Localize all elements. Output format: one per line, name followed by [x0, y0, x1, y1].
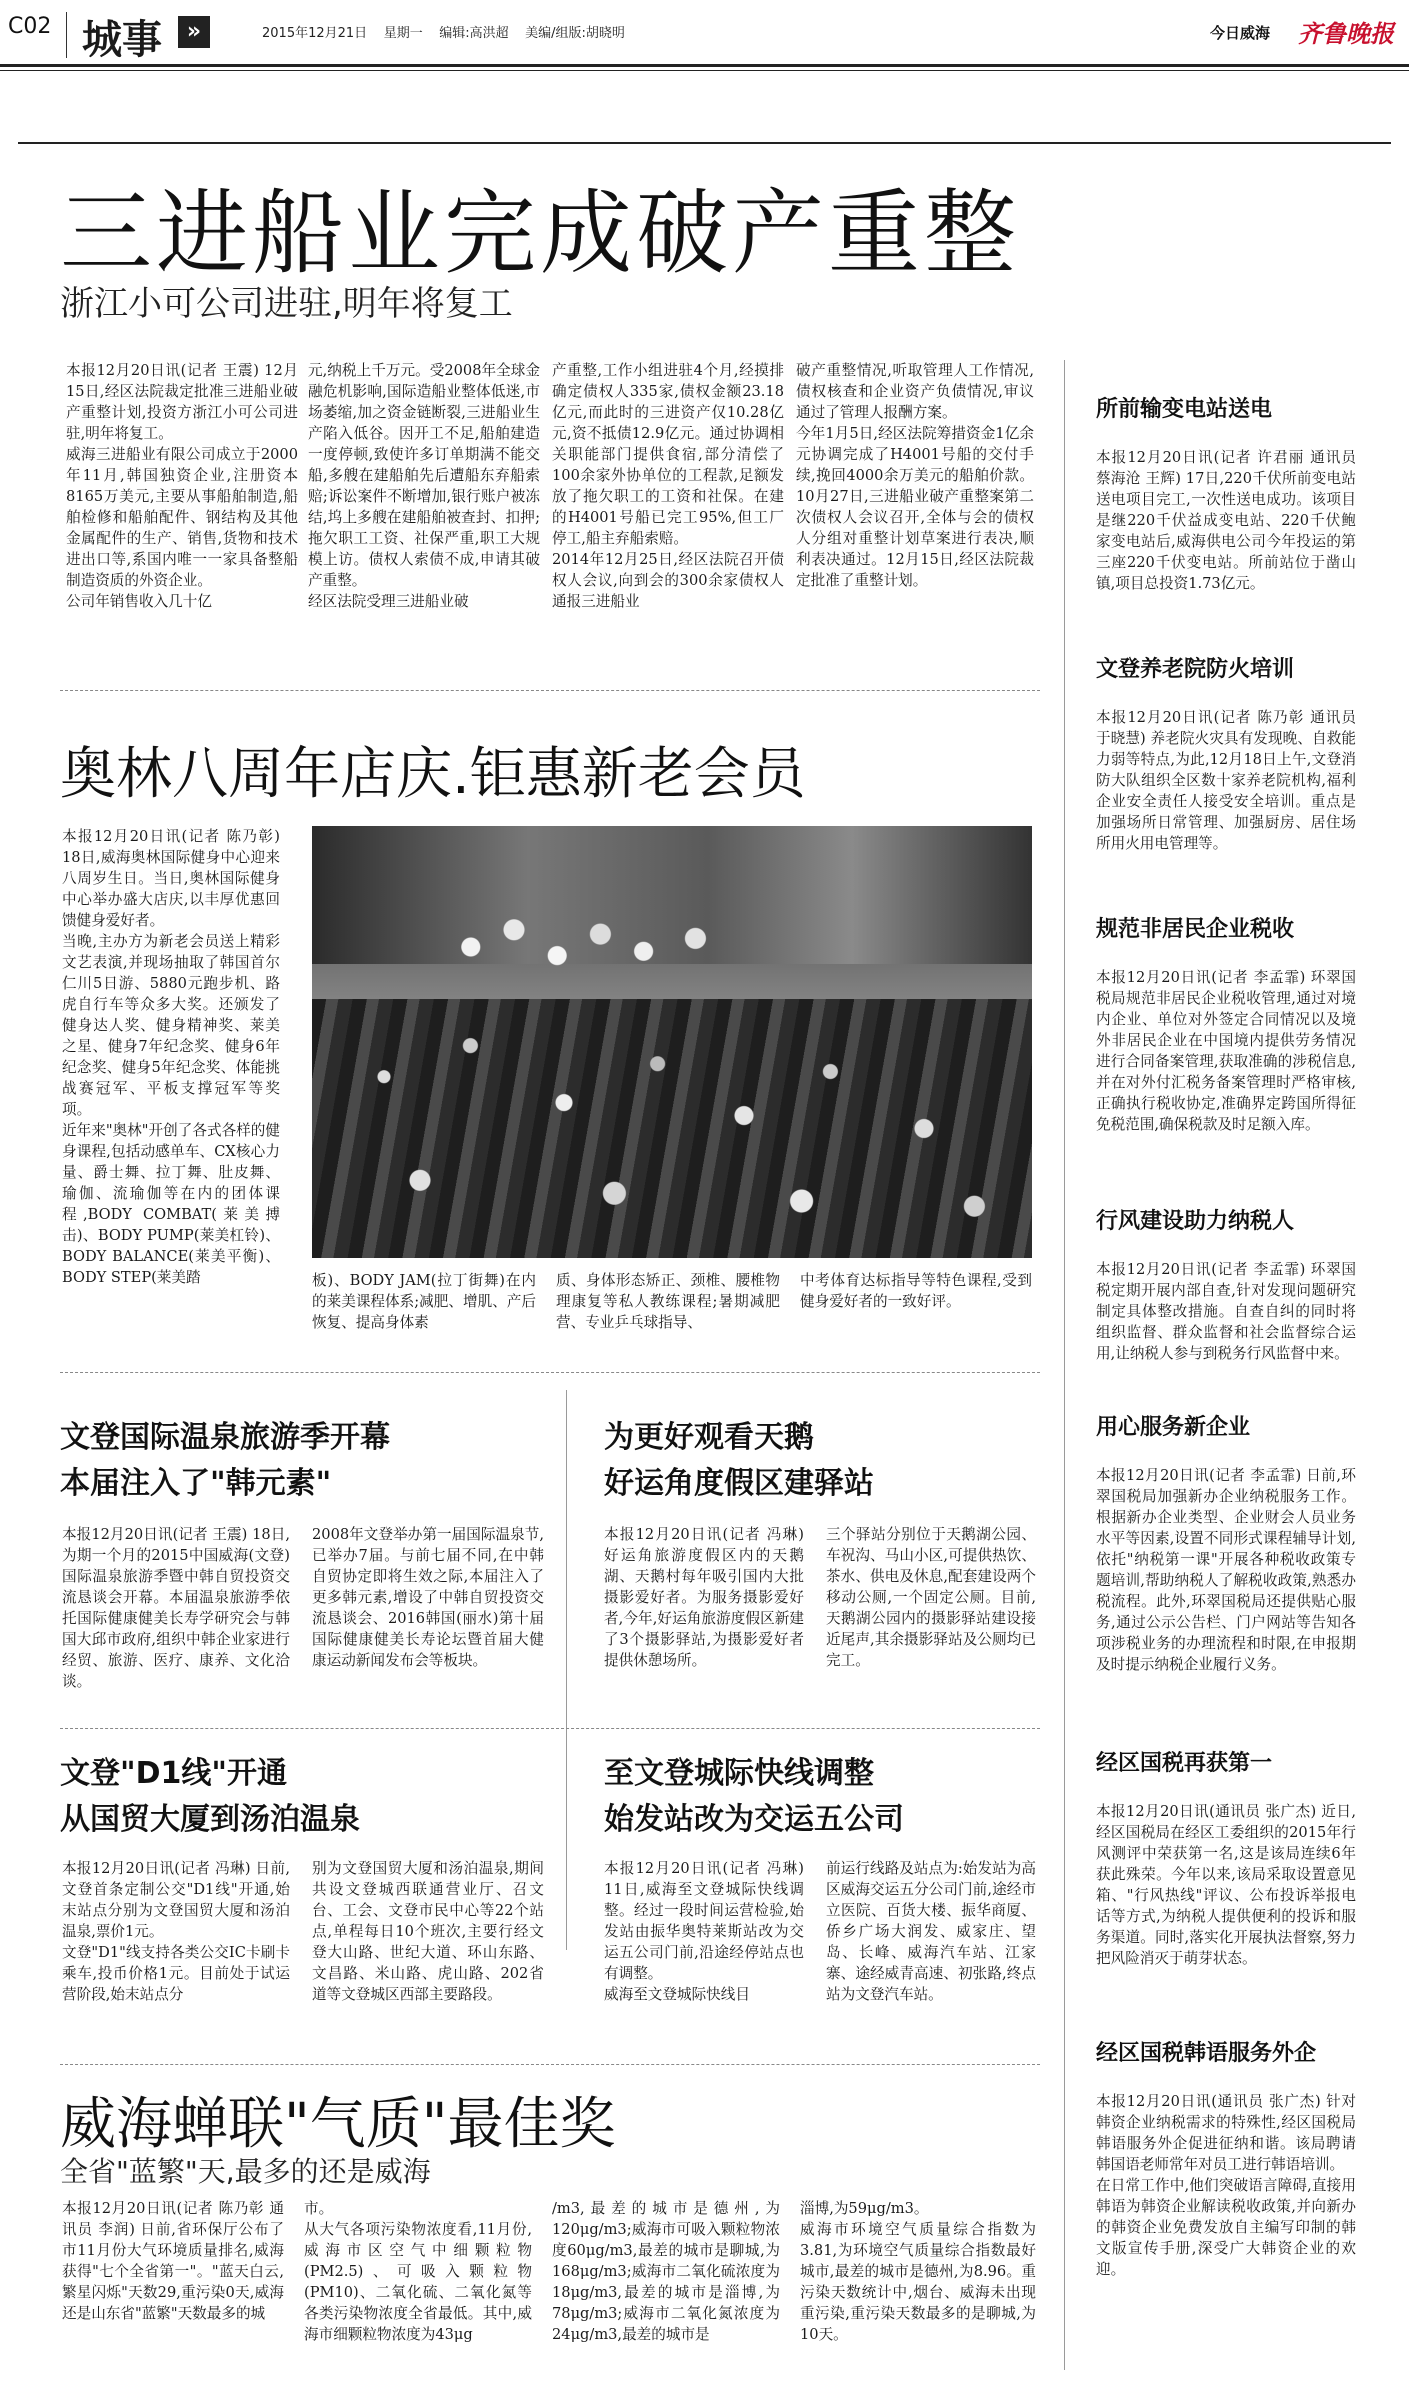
- photo-crowd: [312, 999, 1032, 1258]
- air-subtitle: 全省"蓝繁"天,最多的还是威海: [60, 2155, 431, 2188]
- sidebar-item-title: 经区国税韩语服务外企: [1096, 2041, 1317, 2066]
- d1-headline-2: 从国贸大厦到汤泊温泉: [60, 1802, 360, 1837]
- swan-headline-2: 好运角度假区建驿站: [604, 1466, 874, 1501]
- swan-col-2: 三个驿站分别位于天鹅湖公园、车祝沟、马山小区,可提供热饮、茶水、供电及休息,配套建设两个移动公厕,一个固定公厕。目前,天鹅湖公园内的摄影驿站建设接近尾声,其余摄影驿站及公厕均已完工。: [826, 1526, 1036, 1669]
- sidebar-item-body: 本报12月20日讯(记者 李孟霏) 日前,环翠国税局加强新办企业纳税服务工作。根据新办企业类型、企业财会人员业务水平等因素,设置不同形式课程辅导计划,依托"纳税第一课"开展各种税收政策专题培训,帮助纳税人了解税收政策,熟悉办税流程。此外,环翠国税局还提供贴心服务,通过公示公告栏、门户网站等告知各项涉税业务的办理流程和时限,在申报期及时提示纳税企业履行义务。: [1096, 1467, 1356, 1673]
- lead-col-4: 破产重整情况,听取管理人工作情况,债权核查和企业资产负债情况,审议通过了管理人报酬方案。 今年1月5日,经区法院筹措资金1亿余元协调完成了H4001号船的交付手续,挽回4000余万美元的船舶价款。10月27日,三进船业破产重整案第二次债权人会议召开,全体与会的债权人分组对重整计划草案进行表决,顺利表决通过。12月15日,经区法院裁定批准了重整计划。: [796, 362, 1034, 589]
- header-rule-thin: [0, 70, 1409, 71]
- sidebar-item-body: 本报12月20日讯(通讯员 张广杰) 针对韩资企业纳税需求的特殊性,经区国税局韩语服务外企促进征纳和谐。该局聘请韩国语老师常年对员工进行韩语培训。 在日常工作中,他们突破语言障碍,直接用韩语为韩资企业解读税收政策,并向新办的韩资企业免费发放自主编写印制的韩文版宣传手册,深受广大韩资企业的欢迎。: [1096, 2093, 1356, 2278]
- lead-col-1: 本报12月20日讯(记者 王震) 12月15日,经区法院裁定批准三进船业破产重整计划,投资方浙江小可公司进驻,明年将复工。 威海三进船业有限公司成立于2000年11月,韩国独资企业,注册资本8165万美元,主要从事船舶制造,船舶检修和船舶配件、钢结构及其他金属配件的生产、销售,货物和技术进出口等,系国内唯一一家具备整船制造资质的外资企业。 公司年销售收入几十亿: [66, 362, 298, 610]
- sidebar-item-body: 本报12月20日讯(记者 李孟霏) 环翠国税局规范非居民企业税收管理,通过对境内企业、单位对外签定合同情况以及境外非居民企业在中国境内提供劳务情况进行合同备案管理,获取准确的涉税信息,并在对外付汇税务备案管理时严格审核,正确执行税收协定,准确界定跨国所得征免税范围,确保税款及时足额入库。: [1096, 969, 1356, 1133]
- double-chevron-right-icon: »: [178, 16, 210, 48]
- intercity-col-1: 本报12月20日讯(记者 冯琳) 11日,威海至文登城际快线调整。经过一段时间运营检验,始发站由振华奥特莱斯站改为交运五公司门前,沿途经停站点也有调整。 威海至文登城际快线目: [604, 1860, 804, 2003]
- photo-balloons: [442, 904, 730, 990]
- sidebar-item: [1096, 912, 1356, 1219]
- air-col-3: /m3,最差的城市是德州,为120μg/m3;威海市可吸入颗粒物浓度60μg/m3,最差的城市是聊城,为168μg/m3;威海市二氧化硫浓度为18μg/m3,最差的城市是淄博,为78μg/m3;威海市二氧化氮浓度为24μg/m3,最差的城市是: [552, 2200, 780, 2343]
- sidebar-item-title: 经区国税再获第一: [1096, 1751, 1273, 1776]
- section-divider: [60, 1372, 1040, 1373]
- editor-credit: 编辑:高洪超: [439, 26, 509, 41]
- column-name: 今日威海: [1210, 24, 1271, 42]
- sidebar-item: [1096, 1746, 1356, 2011]
- sidebar-item: [1096, 652, 1356, 875]
- sidebar-item-title: 用心服务新企业: [1096, 1415, 1251, 1440]
- d1-col-2: 别为文登国贸大厦和汤泊温泉,期间共设文登城西联通营业厅、召文台、工会、文登市民中心等22个站点,单程每日10个班次,主要行经文登大山路、世纪大道、环山东路、文昌路、米山路、虎山路、202省道等文登城区西部主要路段。: [312, 1860, 544, 2003]
- d1-col-1: 本报12月20日讯(记者 冯琳) 日前,文登首条定制公交"D1线"开通,始末站点分别为文登国贸大厦和汤泊温泉,票价1元。 文登"D1"线支持各类公交IC卡刷卡乘车,投币价格1元。目前处于试运营阶段,始末站点分: [62, 1860, 290, 2003]
- lead-subtitle: 浙江小可公司进驻,明年将复工: [60, 284, 513, 324]
- mid-divider: [566, 1390, 567, 1950]
- sidebar-item-body: 本报12月20日讯(记者 许君丽 通讯员 蔡海沧 王辉) 17日,220千伏所前变电站送电项目完工,一次性送电成功。该项目是继220千伏益成变电站、220千伏鲍家变电站后,威海供电公司今年投运的第三座220千伏变电站。所前站位于凿山镇,项目总投资1.73亿元。: [1096, 449, 1356, 592]
- issue-meta: [262, 22, 625, 41]
- sidebar-item-title: 文登养老院防火培训: [1096, 657, 1295, 682]
- lead-col-2: 元,纳税上千万元。受2008年全球金融危机影响,国际造船业整体低迷,市场萎缩,加之资金链断裂,三进船业生产陷入低谷。因开工不足,船舶建造一度停顿,致使许多订单期满不能交船,多艘在建船舶先后遭船东弃船索赔;诉讼案件不断增加,银行账户被冻结,坞上多艘在建船舶被查封、扣押;拖欠职工工资、社保严重,职工大规模上访。债权人索债不成,申请其破产重整。 经区法院受理三进船业破: [308, 362, 540, 610]
- page-number: C02: [8, 14, 52, 39]
- air-headline: 威海蝉联"气质"最佳奖: [60, 2092, 616, 2157]
- air-col-1: 本报12月20日讯(记者 陈乃彰 通讯员 李润) 日前,省环保厅公布了市11月份大气环境质量排名,威海获得"七个全省第一"。"蓝天白云,繁星闪烁"天数29,重污染0天,威海还是山东省"蓝繁"天数最多的城: [62, 2200, 284, 2322]
- issue-date: 2015年12月21日: [262, 26, 368, 41]
- air-col-2: 市。 从大气各项污染物浓度看,11月份,威海市区空气中细颗粒物(PM2.5)、可吸入颗粒物(PM10)、二氧化硫、二氧化氮等各类污染物浓度全省最低。其中,威海市细颗粒物浓度为43μg: [304, 2200, 532, 2343]
- olin-col-4: 中考体育达标指导等特色课程,受到健身爱好者的一致好评。: [800, 1272, 1032, 1310]
- sidebar-item-title: 行风建设助力纳税人: [1096, 1209, 1295, 1234]
- sidebar-item-title: 所前输变电站送电: [1096, 397, 1273, 422]
- header-rule: [0, 64, 1409, 67]
- d1-headline: 文登"D1线"开通: [60, 1756, 288, 1791]
- olin-headline: 奥林八周年店庆.钜惠新老会员: [60, 742, 806, 807]
- sidebar-item-title: 规范非居民企业税收: [1096, 917, 1295, 942]
- intercity-headline: 至文登城际快线调整: [604, 1756, 874, 1791]
- section-divider: [60, 1728, 1040, 1729]
- top-rule: [18, 142, 1391, 144]
- intercity-headline-2: 始发站改为交运五公司: [604, 1802, 904, 1837]
- air-col-4: 淄博,为59μg/m3。 威海市环境空气质量综合指数为3.81,为环境空气质量综合指数最好城市,最差的城市是德州,为8.96。重污染天数统计中,烟台、威海未出现重污染,重污染天数最多的是聊城,为10天。: [800, 2200, 1036, 2343]
- sidebar-item-body: 本报12月20日讯(记者 李孟霏) 环翠国税定期开展内部自查,针对发现问题研究制定具体整改措施。自查自纠的同时将组织监督、群众监督和社会监督综合运用,让纳税人参与到税务行风监督中来。: [1096, 1261, 1356, 1362]
- hotspring-headline: 文登国际温泉旅游季开幕: [60, 1420, 390, 1455]
- sidebar-item-body: 本报12月20日讯(通讯员 张广杰) 近日,经区国税局在经区工委组织的2015年行风测评中荣获第一名,这是该局连续6年获此殊荣。今年以来,该局采取设置意见箱、"行风热线"评议、公布投诉举报电话等方式,为纳税人提供便利的投诉和服务渠道。同时,落实化开展执法督察,努力把风险消灭于萌芽状态。: [1096, 1803, 1356, 1967]
- lead-col-3: 产重整,工作小组进驻4个月,经摸排确定债权人335家,债权金额23.18亿元,而此时的三进资产仅10.28亿元,资不抵债12.9亿元。通过协调相关职能部门提供食宿,部分清偿了100余家外协单位的工程款,足额发放了拖欠职工的工资和社保。在建的H4001号船已完工95%,但工厂停工,船主弃船索赔。 2014年12月25日,经区法院召开债权人会议,向到会的300余家债权人通报三进船业: [552, 362, 784, 610]
- sidebar-divider: [1064, 360, 1065, 2370]
- hotspring-col-2: 2008年文登举办第一届国际温泉节,已举办7届。与前七届不同,在中韩自贸协定即将生效之际,本届注入了更多韩元素,增设了中韩自贸投资交流恳谈会、2016韩国(丽水)第十届国际健康健美长寿论坛暨首届大健康运动新闻发布会等板块。: [312, 1526, 544, 1669]
- intercity-col-2: 前运行线路及站点为:始发站为高区威海交运五分公司门前,途经市立医院、百货大楼、振华商厦、侨乡广场大润发、威家庄、望岛、长峰、威海汽车站、江家寨、途经威青高速、初张路,终点站为文登汽车站。: [826, 1860, 1036, 2003]
- olin-col-1: 本报12月20日讯(记者 陈乃彰) 18日,威海奥林国际健身中心迎来八周岁生日。当日,奥林国际健身中心举办盛大店庆,以丰厚优惠回馈健身爱好者。 当晚,主办方为新老会员送上精彩文艺表演,并现场抽取了韩国首尔仁川5日游、5880元跑步机、路虎自行车等众多大奖。还颁发了健身达人奖、健身精神奖、莱美之星、健身7年纪念奖、健身6年纪念奖、健身5年纪念奖、体能挑战赛冠军、平板支撑冠军等奖项。 近年来"奥林"开创了各式各样的健身课程,包括动感单车、CX核心力量、爵士舞、拉丁舞、肚皮舞、瑜伽、流瑜伽等在内的团体课程,BODY COMBAT(莱美搏击)、BODY PUMP(莱美杠铃)、BODY BALANCE(莱美平衡)、BODY STEP(莱美踏: [62, 828, 280, 1286]
- issue-weekday: 星期一: [383, 26, 423, 41]
- sidebar-item: [1096, 392, 1356, 615]
- swan-headline: 为更好观看天鹅: [604, 1420, 814, 1455]
- sidebar-item: [1096, 2036, 1356, 2381]
- swan-col-1: 本报12月20日讯(记者 冯琳) 好运角旅游度假区内的天鹅湖、天鹅村每年吸引国内大批摄影爱好者。为服务摄影爱好者,今年,好运角旅游度假区新建了3个摄影驿站,为摄影爱好者提供休憩场所。: [604, 1526, 804, 1669]
- olin-event-photo: [312, 826, 1032, 1258]
- page-header: [0, 0, 1409, 80]
- sidebar-item: [1096, 1204, 1356, 1385]
- brand-logo: 齐鲁晚报: [1298, 19, 1394, 48]
- olin-col-3: 质、身体形态矫正、颈椎、腰椎物理康复等私人教练课程;暑期减肥营、专业乒乓球指导、: [556, 1272, 780, 1331]
- section-divider: [60, 2064, 1040, 2065]
- section-name: 城事: [82, 17, 162, 63]
- lead-headline: 三进船业完成破产重整: [60, 180, 1021, 287]
- olin-col-2: 板)、BODY JAM(拉丁街舞)在内的莱美课程体系;减肥、增肌、产后恢复、提高身体素: [312, 1272, 536, 1331]
- sidebar-item: [1096, 1410, 1356, 1759]
- hotspring-headline-2: 本届注入了"韩元素": [60, 1466, 332, 1501]
- hotspring-col-1: 本报12月20日讯(记者 王震) 18日,为期一个月的2015中国威海(文登)国际温泉旅游季暨中韩自贸投资交流恳谈会开幕。本届温泉旅游季依托国际健康健美长寿学研究会与韩国大邱市政府,组织中韩企业家进行经贸、旅游、医疗、康养、文化洽谈。: [62, 1526, 290, 1690]
- sidebar-item-body: 本报12月20日讯(记者 陈乃彰 通讯员 于晓慧) 养老院火灾具有发现晚、自救能力弱等特点,为此,12月18日上午,文登消防大队组织全区数十家养老院机构,福利企业安全责任人接受安全培训。重点是加强场所日常管理、加强厨房、居住场所用火用电管理等。: [1096, 709, 1356, 852]
- header-divider: [66, 12, 67, 58]
- section-divider: [60, 690, 1040, 691]
- designer-credit: 美编/组版:胡晓明: [525, 26, 625, 41]
